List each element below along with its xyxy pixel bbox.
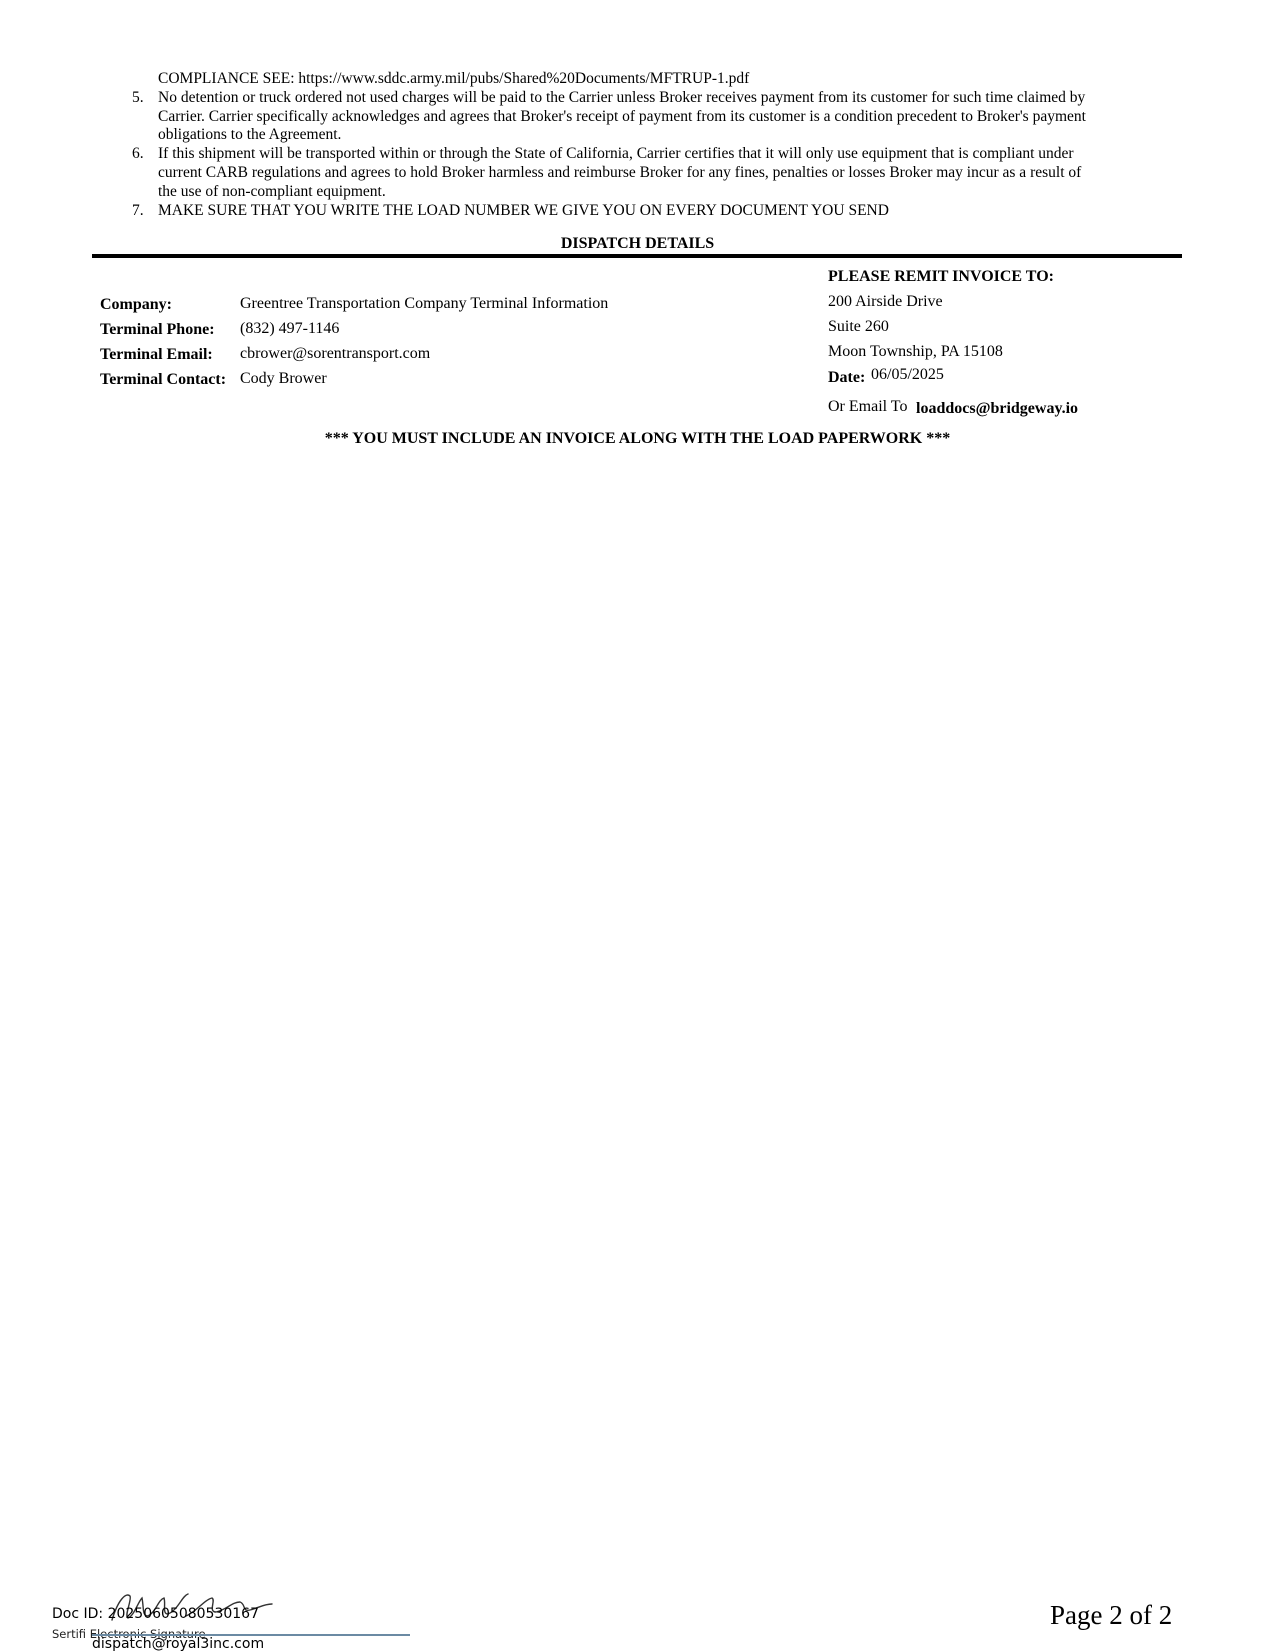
term-continuation: COMPLIANCE SEE: https://www.sddc.army.mil/pubs/Shared%20Documents/MFTRUP-1.pdf xyxy=(158,70,750,87)
term-number: 5. xyxy=(132,88,144,106)
term-number: 7. xyxy=(132,201,144,219)
company-label: Company: xyxy=(100,296,173,313)
term-number: 6. xyxy=(132,145,144,163)
term-line: No detention or truck ordered not used charges will be paid to the Carrier unless Broker receives payment from its customer for such time claimed by xyxy=(158,88,1086,106)
remit-heading: PLEASE REMIT INVOICE TO: xyxy=(828,268,1054,285)
term-line: the use of non-compliant equipment. xyxy=(158,182,386,200)
page-number: Page 2 of 2 xyxy=(1050,1600,1173,1630)
term-line: Carrier. Carrier specifically acknowledges and agrees that Broker's receipt of payment from its customer is a condition precedent to Broker's payment xyxy=(158,107,1086,125)
term-item-6 xyxy=(92,145,1162,201)
term-line: current CARB regulations and agrees to hold Broker harmless and reimburse Broker for any fines, penalties or losses Broker may incur as a result of xyxy=(158,163,1082,181)
terminal-phone-label: Terminal Phone: xyxy=(100,321,215,338)
terminal-email-label: Terminal Email: xyxy=(100,346,213,363)
invoice-notice: *** YOU MUST INCLUDE AN INVOICE ALONG WITH THE LOAD PAPERWORK *** xyxy=(324,430,951,447)
remit-address-line-2: Suite 260 xyxy=(828,318,889,335)
terminal-phone-value: (832) 497-1146 xyxy=(240,320,340,337)
term-item-7 xyxy=(92,202,1162,221)
company-value: Greentree Transportation Company Terminal Information xyxy=(240,295,609,312)
term-line: MAKE SURE THAT YOU WRITE THE LOAD NUMBER WE GIVE YOU ON EVERY DOCUMENT YOU SEND xyxy=(158,201,889,219)
date-label: Date: xyxy=(828,369,866,386)
term-item-5 xyxy=(92,89,1162,145)
terminal-contact-value: Cody Brower xyxy=(240,370,327,387)
remit-address-line-1: 200 Airside Drive xyxy=(828,293,943,310)
sertifi-label: Sertifi Electronic Signature xyxy=(52,1627,206,1641)
terms-section xyxy=(92,70,1162,220)
term-line: obligations to the Agreement. xyxy=(158,126,342,144)
terminal-email-value: cbrower@sorentransport.com xyxy=(240,345,431,362)
remit-email: loaddocs@bridgeway.io xyxy=(916,400,1079,417)
document-id: Doc ID: 20250605080530167 xyxy=(52,1606,259,1622)
date-value: 06/05/2025 xyxy=(871,366,944,383)
term-line: If this shipment will be transported within or through the State of California, Carrier certifies that it will only use equipment that is compliant under xyxy=(158,145,1074,163)
dispatch-details-title: DISPATCH DETAILS xyxy=(560,235,715,252)
terminal-contact-label: Terminal Contact: xyxy=(100,371,227,388)
remit-city-state-zip: Moon Township, PA 15108 xyxy=(828,343,1003,360)
email-prefix: Or Email To xyxy=(828,398,908,415)
signer-email: dispatch@royal3inc.com xyxy=(92,1636,265,1652)
section-divider xyxy=(92,254,1182,258)
